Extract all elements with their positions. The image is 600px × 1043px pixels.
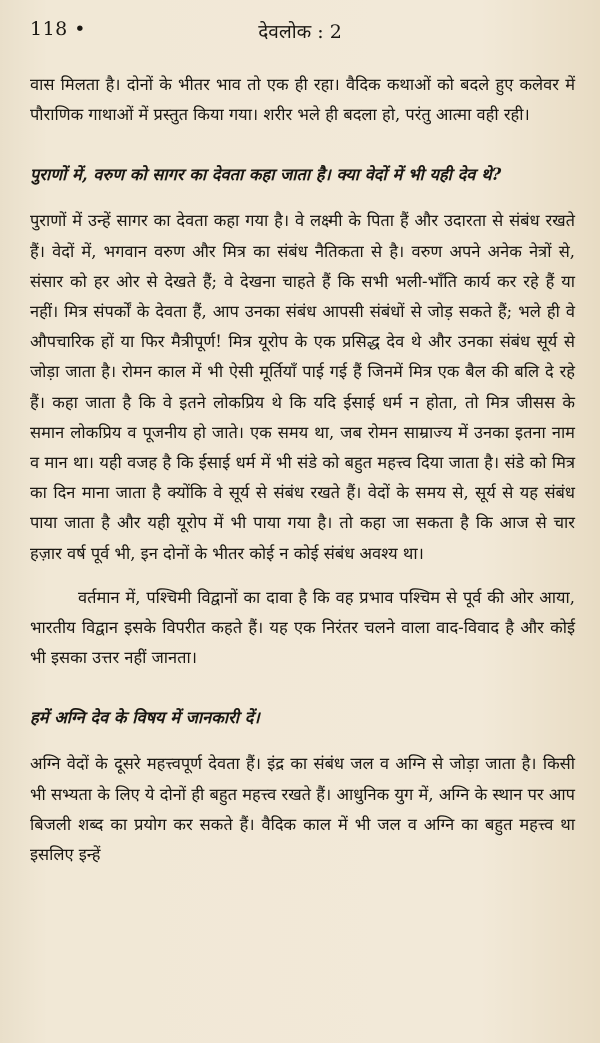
answer-varun: पुराणों में उन्हें सागर का देवता कहा गया है। वे लक्ष्मी के पिता हैं और उदारता से संबंध रखते हैं। वेदों में, भगवान वरुण और मित्र का संबंध नैतिकता से है। वरुण अपने अनेक नेत्रों से, संसार को हर ओर से देखते हैं; वे देखना चाहते हैं कि सभी भली-भाँति कार्य कर रहे हैं या नहीं। मित्र संपर्कों के देवता हैं, आप उनका संबंध आपसी संबंधों से जोड़ सकते हैं; भले ही वे औपचारिक हों या फिर मैत्रीपूर्ण! मित्र यूरोप के एक प्रसिद्ध देव थे और उनका संबंध सूर्य से जोड़ा जाता है। रोमन काल में भी ऐसी मूर्तियाँ पाई गई हैं जिनमें मित्र एक बैल की बलि दे रहे हैं। कहा जाता है कि वे इतने लोकप्रिय थे कि यदि ईसाई धर्म न होता, तो मित्र जीसस के समान लोकप्रिय व पूजनीय हो जाते। एक समय था, जब रोमन साम्राज्य में उनका इतना नाम व मान था। यही वजह है कि ईसाई धर्म में भी संडे को बहुत महत्त्व दिया जाता है। संडे को मित्र का दिन माना जाता है क्योंकि वे सूर्य से संबंध रखते हैं। वेदों के समय से, सूर्य से यह संबंध पाया जाता है और यही यूरोप में भी पाया गया है। तो कहा जा सकता है कि आज से चार हज़ार वर्ष पूर्व भी, इन दोनों के भीतर कोई न कोई संबंध अवश्य था।: [30, 211, 575, 563]
running-title: देवलोक : 2: [258, 21, 342, 43]
answer-agni: अग्नि वेदों के दूसरे महत्त्वपूर्ण देवता हैं। इंद्र का संबंध जल व अग्नि से जोड़ा जाता है। किसी भी सभ्यता के लिए ये दोनों ही बहुत महत्त्व रखते हैं। आधुनिक युग में, अग्नि के स्थान पर आप बिजली शब्द का प्रयोग कर सकते हैं। वैदिक काल में भी जल व अग्नि का बहुत महत्त्व था इसलिए इन्हें: [30, 754, 575, 865]
answer-varun-continued: वर्तमान में, पश्चिमी विद्वानों का दावा है कि वह प्रभाव पश्चिम से पूर्व की ओर आया, भारतीय विद्वान इसके विपरीत कहते हैं। यह एक निरंतर चलने वाला वाद-विवाद है और कोई भी इसका उत्तर नहीं जानता।: [30, 587, 575, 668]
page-header: [30, 18, 570, 48]
paragraph-intro: वास मिलता है। दोनों के भीतर भाव तो एक ही रहा। वैदिक कथाओं को बदले हुए कलेवर में पौराणिक गाथाओं में प्रस्तुत किया गया। शरीर भले ही बदला हो, परंतु आत्मा वही रही।: [30, 75, 575, 125]
page-number: 118 •: [30, 18, 87, 40]
page-content: [30, 70, 575, 870]
question-varun: पुराणों में, वरुण को सागर का देवता कहा जाता है। क्या वेदों में भी यही देव थे?: [30, 165, 502, 185]
question-agni: हमें अग्नि देव के विषय में जानकारी दें।: [30, 708, 260, 728]
